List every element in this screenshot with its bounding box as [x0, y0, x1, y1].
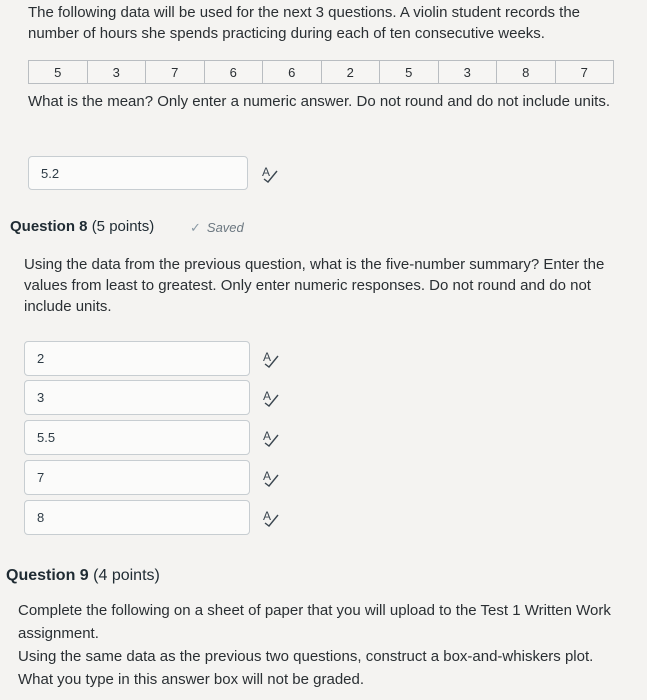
question7-prompt: What is the mean? Only enter a numeric answer. Do not round and do not include units. — [28, 93, 610, 110]
table-cell: 8 — [497, 61, 556, 84]
spellcheck-icon[interactable] — [262, 389, 280, 407]
check-icon: ✓ — [190, 220, 201, 235]
spellcheck-icon[interactable] — [262, 509, 280, 527]
table-cell: 2 — [321, 61, 380, 84]
svg-text:A: A — [263, 389, 272, 403]
svg-text:A: A — [263, 429, 272, 443]
question9-line1: Complete the following on a sheet of paper that you will upload to the Test 1 Written Work assignment. — [18, 602, 611, 642]
question8-prompt: Using the data from the previous question, what is the five-number summary? Enter the values from least to greatest. Only enter numeric responses. Do not round and do not include units. — [24, 256, 605, 315]
five-number-q3-input[interactable]: 7 — [24, 460, 250, 495]
spellcheck-icon[interactable] — [262, 429, 280, 447]
table-cell: 6 — [263, 61, 322, 84]
five-number-max-input[interactable]: 8 — [24, 500, 250, 535]
five-number-median-input[interactable]: 5.5 — [24, 420, 250, 455]
question9-title: Question 9 (4 points) — [6, 567, 160, 584]
table-cell: 6 — [204, 61, 263, 84]
data-table — [28, 60, 614, 84]
svg-text:A: A — [262, 165, 271, 179]
table-cell: 3 — [87, 61, 146, 84]
mean-answer-input[interactable]: 5.2 — [28, 156, 248, 190]
table-cell: 7 — [555, 61, 614, 84]
spellcheck-icon[interactable] — [262, 350, 280, 368]
svg-text:A: A — [263, 509, 272, 523]
five-number-min-input[interactable]: 2 — [24, 341, 250, 376]
question9-line2: Using the same data as the previous two questions, construct a box-and-whiskers plot. What you type in this answer box will not be graded. — [18, 648, 594, 688]
svg-text:A: A — [263, 469, 272, 483]
table-cell: 5 — [380, 61, 439, 84]
table-row — [29, 61, 614, 84]
spellcheck-icon[interactable] — [261, 165, 279, 183]
spellcheck-icon[interactable] — [262, 469, 280, 487]
five-number-q1-input[interactable]: 3 — [24, 380, 250, 415]
table-cell: 7 — [146, 61, 205, 84]
question-intro: The following data will be used for the next 3 questions. A violin student records the number of hours she spends practicing during each of ten consecutive weeks. — [28, 4, 580, 42]
question9-prompt — [18, 599, 628, 691]
saved-status: ✓ Saved — [190, 220, 244, 235]
question8-title: Question 8 (5 points) — [10, 218, 155, 235]
svg-text:A: A — [263, 350, 272, 364]
table-cell: 3 — [438, 61, 497, 84]
table-cell: 5 — [29, 61, 88, 84]
